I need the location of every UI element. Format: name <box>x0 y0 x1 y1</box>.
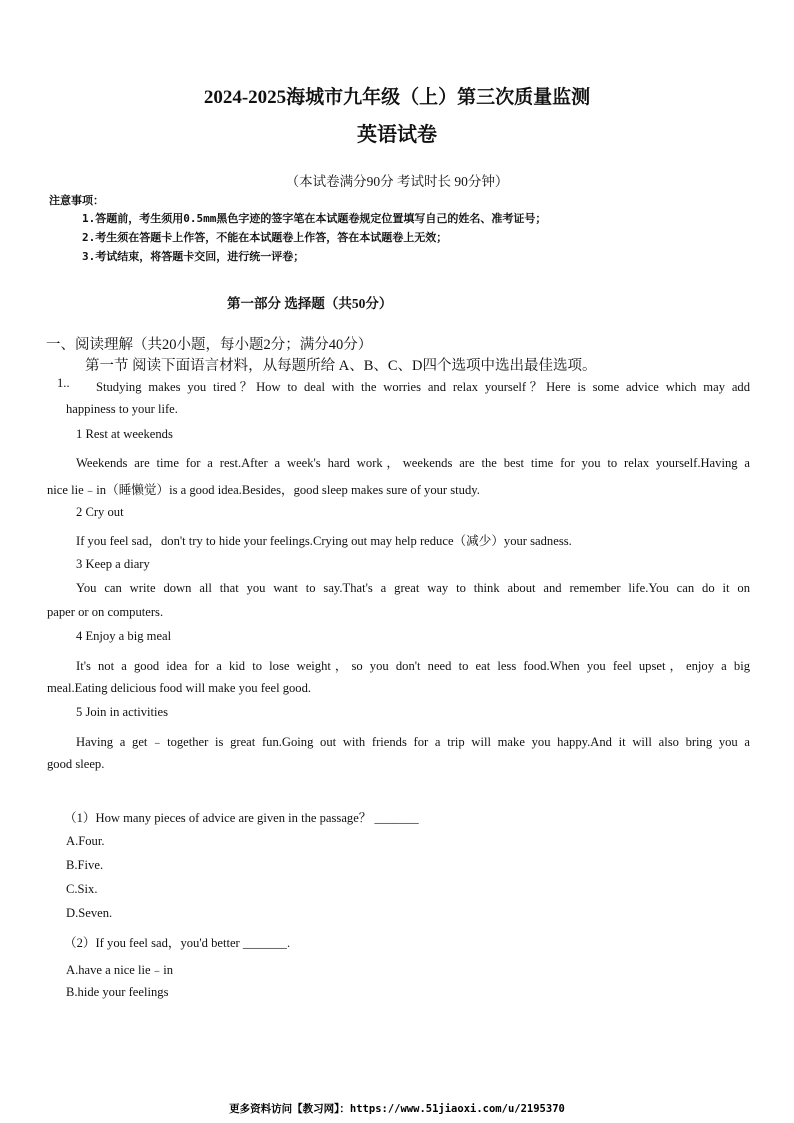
answer-option: C.Six. <box>66 882 98 896</box>
exam-info: （本试卷满分90分 考试时长 90分钟） <box>285 174 509 189</box>
exam-title: 2024-2025海城市九年级（上）第三次质量监测 <box>203 87 591 108</box>
passage-line: It's not a good idea for a kid to lose weight，so you don't need to eat less food.When you feel upset，enjoy a big <box>76 659 750 673</box>
advice-heading: 5 Join in activities <box>76 705 168 719</box>
subsection-title: 第一节 阅读下面语言材料，从每题所给 A、B、C、D四个选项中选出最佳选项。 <box>85 358 597 374</box>
passage-line: good sleep. <box>47 757 105 771</box>
advice-heading: 2 Cry out <box>76 505 124 519</box>
exam-subtitle: 英语试卷 <box>357 124 437 146</box>
question-number: 1.. <box>57 376 70 390</box>
advice-heading: 3 Keep a diary <box>76 557 150 571</box>
footer-link[interactable]: 更多资料访问【教习网】：https://www.51jiaoxi.com/u/2195370 <box>229 1103 565 1115</box>
part-one-title: 第一部分 选择题（共50分） <box>227 296 393 311</box>
advice-heading: 1 Rest at weekends <box>76 427 173 441</box>
passage-line: happiness to your life. <box>66 402 178 416</box>
passage-line: You can write down all that you want to say.That's a great way to think about and remember life.You can do it on <box>76 581 750 595</box>
notice-item-1: 1.答题前，考生须用0.5mm黑色字迹的签字笔在本试题卷规定位置填写自己的姓名、准考证号； <box>82 212 547 225</box>
advice-heading: 4 Enjoy a big meal <box>76 629 172 643</box>
notice-heading: 注意事项： <box>49 194 104 207</box>
notice-item-2: 2.考生须在答题卡上作答，不能在本试题卷上作答，答在本试题卷上无效； <box>82 231 448 244</box>
passage-line: If you feel sad，don't try to hide your feelings.Crying out may help reduce（减少）your sadness. <box>76 534 572 548</box>
notice-item-3: 3.考试结束，将答题卡交回，进行统一评卷； <box>82 250 305 263</box>
answer-option: A.have a nice lie﹣in <box>66 963 174 977</box>
passage-line: paper or on computers. <box>47 605 164 619</box>
passage-line: Having a get﹣together is great fun.Going out with friends for a trip will make you happy.And it will also bring you a <box>76 735 750 749</box>
passage-line: Weekends are time for a rest.After a week's hard work，weekends are the best time for you to relax yourself.Having a <box>76 456 750 470</box>
answer-option: A.Four. <box>66 834 105 848</box>
passage-line: meal.Eating delicious food will make you feel good. <box>47 681 312 695</box>
answer-option: B.Five. <box>66 858 104 872</box>
section-title: 一、阅读理解（共20小题，每小题2分；满分40分） <box>46 337 373 353</box>
passage-line: Studying makes you tired？How to deal with the worries and relax yourself？Here is some advice which may add <box>96 380 750 394</box>
answer-option: D.Seven. <box>66 906 113 920</box>
passage-line: nice lie﹣in（睡懒觉）is a good idea.Besides，good sleep makes sure of your study. <box>47 483 480 497</box>
question-stem: （1）How many pieces of advice are given in the passage？ _______ <box>64 811 419 825</box>
answer-option: B.hide your feelings <box>66 985 169 999</box>
question-stem: （2）If you feel sad，you'd better _______. <box>64 936 291 950</box>
